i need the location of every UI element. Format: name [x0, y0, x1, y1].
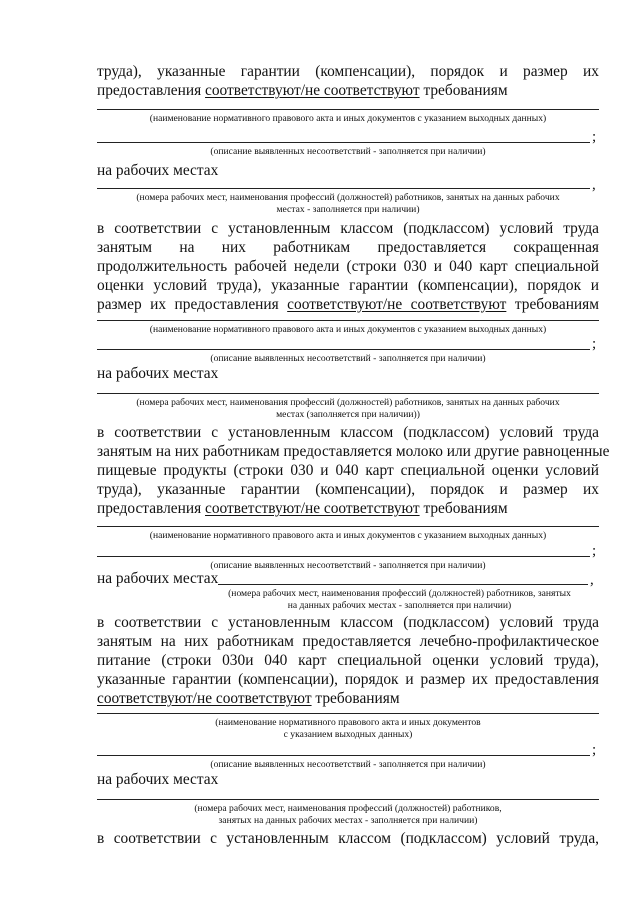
semicolon: ; [592, 543, 597, 559]
workplaces-caption: (номера рабочих мест, наименования профессий (должностей) работников, занятых на данных рабочих [136, 192, 560, 203]
workplaces-caption: (номера рабочих мест, наименования профессий (должностей) работников, занятых [228, 588, 571, 599]
semicolon: ; [592, 129, 597, 145]
workplaces-caption: местах (заполняется при наличии)) [276, 409, 420, 420]
paragraph-line: занятым на них работникам предоставляется лечебно-профилактическое [97, 633, 599, 650]
paragraph-line: в соответствии с установленным классом (подклассом) условий труда [97, 424, 599, 441]
paragraph-line: труда), указанные гарантии (компенсации), порядок и размер их [97, 63, 599, 80]
workplaces-label: на рабочих местах [97, 771, 219, 788]
semicolon: ; [592, 336, 597, 352]
paragraph-line: предоставления соответствуют/не соответствуют требованиям [97, 500, 508, 517]
paragraph-line: размер их предоставления соответствуют/не соответствуют требованиям [97, 296, 599, 313]
discrepancy-field[interactable] [97, 142, 590, 143]
discrepancy-caption: (описание выявленных несоответствий - заполняется при наличии) [210, 146, 486, 157]
workplaces-caption: (номера рабочих мест, наименования профессий (должностей) работников, занятых на данных рабочих [136, 397, 560, 408]
normative-act-caption: (наименование нормативного правового акта и иных документов [215, 717, 481, 728]
normative-act-field[interactable] [97, 526, 599, 527]
discrepancy-caption: (описание выявленных несоответствий - заполняется при наличии) [210, 353, 486, 364]
discrepancy-field[interactable] [97, 556, 590, 557]
semicolon: ; [592, 742, 597, 758]
discrepancy-caption: (описание выявленных несоответствий - заполняется при наличии) [210, 560, 486, 571]
normative-act-field[interactable] [97, 320, 599, 321]
normative-act-field[interactable] [97, 713, 599, 714]
compliance-choice: соответствуют/не соответствуют [205, 500, 420, 517]
paragraph-line: предоставления соответствуют/не соответствуют требованиям [97, 82, 508, 99]
paragraph-line: продолжительность рабочей недели (строки 030 и 040 карт специальной [97, 258, 599, 275]
workplaces-field[interactable] [97, 188, 590, 189]
paragraph-line: указанные гарантии (компенсации), порядок и размер их предоставления [97, 671, 599, 688]
paragraph-line: соответствуют/не соответствуют требованиям [97, 690, 400, 707]
workplaces-caption: занятых на данных рабочих местах - заполняется при наличии) [218, 815, 478, 826]
paragraph-line: занятым на них работникам предоставляется сокращенная [97, 239, 599, 256]
paragraph-line: занятым на них работникам предоставляется молоко или другие равноценные [97, 443, 610, 460]
workplaces-caption: на данных рабочих местах - заполняется при наличии) [287, 600, 512, 611]
compliance-choice: соответствуют/не соответствуют [97, 690, 312, 707]
workplaces-field[interactable] [218, 584, 588, 585]
paragraph-line: питание (строки 030и 040 карт специальной оценки условий труда), [97, 652, 599, 669]
normative-act-caption: (наименование нормативного правового акта и иных документов с указанием выходных данных) [149, 324, 547, 335]
workplaces-label: на рабочих местах [97, 162, 219, 179]
paragraph-line: в соответствии с установленным классом (подклассом) условий труда [97, 614, 599, 631]
compliance-choice: соответствуют/не соответствуют [205, 82, 420, 99]
normative-act-field[interactable] [97, 109, 599, 110]
discrepancy-field[interactable] [97, 755, 590, 756]
discrepancy-field[interactable] [97, 349, 590, 350]
paragraph-line: в соответствии с установленным классом (подклассом) условий труда, [97, 830, 599, 847]
workplaces-field[interactable] [97, 393, 599, 394]
comma: , [590, 572, 594, 588]
normative-act-caption: с указанием выходных данных) [283, 729, 413, 740]
workplaces-field[interactable] [97, 799, 599, 800]
workplaces-caption: местах - заполняется при наличии) [276, 204, 420, 215]
normative-act-caption: (наименование нормативного правового акта и иных документов с указанием выходных данных) [149, 530, 547, 541]
workplaces-label: на рабочих местах [97, 365, 219, 382]
paragraph-line: оценки условий труда), указанные гарантии (компенсации), порядок и [97, 277, 599, 294]
paragraph-line: труда), указанные гарантии (компенсации), порядок и размер их [97, 481, 599, 498]
compliance-choice: соответствуют/не соответствуют [287, 296, 507, 313]
workplaces-label: на рабочих местах [97, 570, 219, 587]
discrepancy-caption: (описание выявленных несоответствий - заполняется при наличии) [210, 759, 486, 770]
paragraph-line: пищевые продукты (строки 030 и 040 карт специальной оценки условий [97, 462, 599, 479]
comma: , [592, 177, 596, 193]
normative-act-caption: (наименование нормативного правового акта и иных документов с указанием выходных данных) [149, 113, 547, 124]
workplaces-caption: (номера рабочих мест, наименования профессий (должностей) работников, [194, 803, 502, 814]
paragraph-line: в соответствии с установленным классом (подклассом) условий труда [97, 220, 599, 237]
